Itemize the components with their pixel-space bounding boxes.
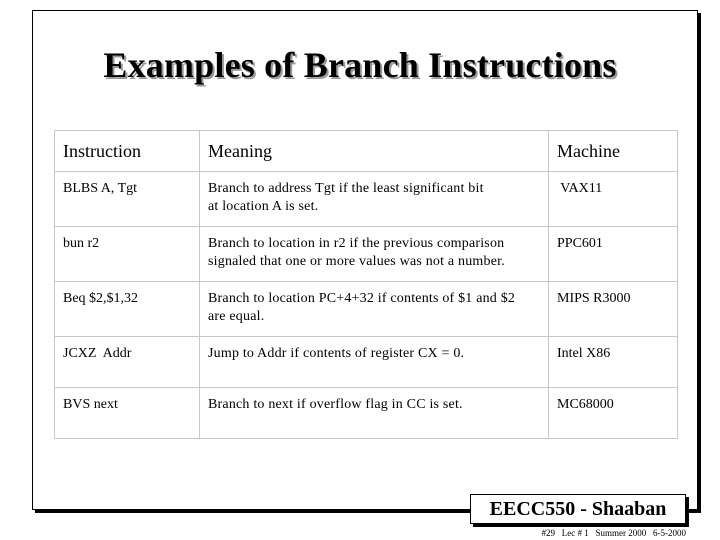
header-meaning: Meaning	[200, 131, 549, 172]
meaning-line: Branch to address Tgt if the least significant bit	[208, 181, 484, 196]
slide-footer: #29 Lec # 1 Summer 2000 6-5-2000	[541, 528, 686, 538]
meaning-line: Branch to location PC+4+32 if contents of $1 and $2	[208, 291, 516, 306]
meaning-line: at location A is set.	[208, 199, 319, 214]
table-row	[55, 388, 678, 439]
table-row	[55, 337, 678, 388]
meaning-cell	[200, 282, 549, 337]
meaning-cell	[200, 172, 549, 227]
meaning-cell	[200, 227, 549, 282]
table-row	[55, 227, 678, 282]
machine-cell: PPC601	[549, 227, 678, 282]
machine-cell: Intel X86	[549, 337, 678, 388]
meaning-line: signaled that one or more values was not a number.	[208, 254, 505, 269]
header-instruction: Instruction	[55, 131, 200, 172]
header-machine: Machine	[549, 131, 678, 172]
table-row	[55, 172, 678, 227]
meaning-line: Branch to location in r2 if the previous comparison	[208, 236, 505, 251]
table-header-row	[55, 131, 678, 172]
meaning-line: Branch to next if overflow flag in CC is set.	[208, 397, 463, 412]
machine-cell: MC68000	[549, 388, 678, 439]
course-banner: EECC550 - Shaaban	[470, 494, 686, 524]
table-row	[55, 282, 678, 337]
instruction-cell: Beq $2,$1,32	[55, 282, 200, 337]
meaning-line: Jump to Addr if contents of register CX = 0.	[208, 346, 465, 361]
meaning-cell	[200, 337, 549, 388]
meaning-cell	[200, 388, 549, 439]
machine-cell: VAX11	[549, 172, 678, 227]
meaning-line: are equal.	[208, 309, 265, 324]
branch-instructions-table	[54, 130, 678, 439]
machine-cell: MIPS R3000	[549, 282, 678, 337]
instruction-cell: BVS next	[55, 388, 200, 439]
instruction-cell: JCXZ Addr	[55, 337, 200, 388]
slide-title: Examples of Branch Instructions	[103, 45, 617, 85]
instruction-cell: bun r2	[55, 227, 200, 282]
instruction-cell: BLBS A, Tgt	[55, 172, 200, 227]
